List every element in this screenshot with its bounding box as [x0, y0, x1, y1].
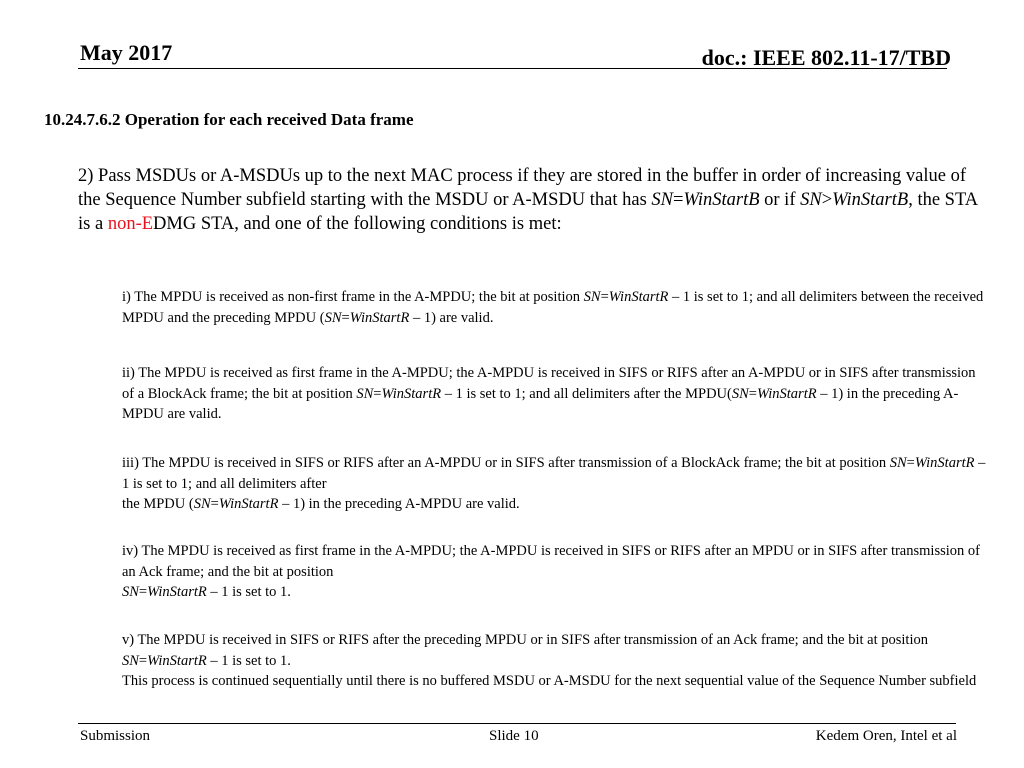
condition-text: i) The MPDU is received as non-first frame in the A-MPDU; the bit at position: [122, 289, 584, 305]
footer-authors: Kedem Oren, Intel et al: [815, 728, 957, 744]
condition-winstartr: WinStartR: [381, 385, 442, 402]
condition-i: [122, 287, 988, 328]
condition-eq: =: [210, 496, 219, 512]
condition-sn: SN: [122, 584, 139, 600]
main-text: DMG STA, and one of the following conditions is met:: [153, 214, 562, 234]
condition-winstartr: WinStartR: [914, 455, 975, 471]
condition-text: – 1) are valid.: [409, 309, 494, 326]
condition-text: iii) The MPDU is received in SIFS or RIFS after an A-MPDU or in SIFS after transmission of a BlockAck frame; the bit at position: [122, 455, 890, 471]
condition-iv: [122, 541, 988, 603]
condition-text: – 1 is set to 1; and all delimiters between the received MPDU and the preceding MPDU (: [122, 289, 984, 326]
condition-sn: SN: [731, 385, 749, 402]
main-winstartb: WinStartB: [683, 190, 760, 210]
condition-sn: SN: [583, 289, 601, 305]
condition-text: the MPDU (: [122, 496, 194, 512]
condition-eq: =: [600, 289, 609, 305]
main-sn: SN: [800, 190, 822, 210]
main-text: or if: [759, 190, 801, 210]
header-divider: [78, 68, 947, 69]
condition-sn: SN: [324, 309, 342, 326]
continuation-text: This process is continued sequentially until there is no buffered MSDU or A-MSDU for the next sequential value of the Sequence Number subfield: [122, 673, 977, 689]
main-sn: SN: [651, 190, 674, 210]
footer-submission: Submission: [80, 728, 151, 744]
main-gt: >: [821, 190, 833, 210]
condition-winstartr: WinStartR: [147, 652, 207, 669]
condition-eq: =: [341, 309, 350, 326]
condition-winstartr: WinStartR: [756, 385, 817, 402]
condition-eq: =: [138, 584, 148, 600]
header-doc-id: doc.: IEEE 802.11-17/TBD: [701, 45, 951, 70]
condition-sn: SN: [356, 385, 374, 402]
footer-slide-number: Slide 10: [489, 728, 539, 744]
condition-v: [122, 630, 988, 692]
condition-eq: =: [906, 455, 915, 471]
condition-text: – 1) in the preceding A-MPDU are valid.: [122, 385, 959, 422]
condition-sn: SN: [889, 455, 907, 471]
main-eq: =: [673, 190, 684, 210]
condition-text: v) The MPDU is received in SIFS or RIFS after the preceding MPDU or in SIFS after transmission of an Ack frame; and the bit at position: [122, 632, 928, 648]
condition-winstartr: WinStartR: [147, 584, 207, 600]
condition-ii: [122, 363, 988, 425]
condition-iii: [122, 453, 988, 515]
main-winstartb: WinStartB: [832, 190, 909, 210]
condition-winstartr: WinStartR: [349, 309, 410, 326]
condition-sn: SN: [193, 496, 211, 512]
condition-text: ii) The MPDU is received as first frame in the A-MPDU; the A-MPDU is received in SIFS or RIFS after an A-MPDU or in SIFS after transmission of a BlockAck frame; the bit at position: [122, 365, 976, 402]
section-heading: 10.24.7.6.2 Operation for each received Data frame: [44, 110, 414, 129]
main-text: , the STA is a: [78, 190, 978, 234]
condition-text: iv) The MPDU is received as first frame in the A-MPDU; the A-MPDU is received in SIFS or RIFS after an MPDU or in SIFS after transmission of an Ack frame; and the bit at position: [122, 543, 980, 580]
footer-divider: [78, 723, 956, 724]
condition-winstartr: WinStartR: [608, 289, 669, 305]
condition-eq: =: [373, 385, 382, 402]
condition-eq: =: [138, 652, 148, 669]
condition-text: – 1) in the preceding A-MPDU are valid.: [278, 496, 520, 512]
main-paragraph: [78, 164, 978, 236]
main-text: 2) Pass MSDUs or A-MSDUs up to the next MAC process if they are stored in the buffer in order of increasing value of the Sequence Number subfield starting with the MSDU or A-MSDU that has: [78, 166, 967, 210]
condition-sn: SN: [122, 652, 139, 669]
condition-text: – 1 is set to 1; and all delimiters after the MPDU(: [441, 385, 732, 402]
non-e-highlight: non-E: [107, 214, 154, 234]
condition-winstartr: WinStartR: [218, 496, 279, 512]
condition-eq: =: [748, 385, 757, 402]
condition-text: – 1 is set to 1.: [206, 652, 291, 669]
condition-text: – 1 is set to 1.: [206, 584, 291, 600]
condition-text: – 1 is set to 1; and all delimiters after: [122, 455, 986, 492]
header-date: May 2017: [80, 40, 173, 65]
